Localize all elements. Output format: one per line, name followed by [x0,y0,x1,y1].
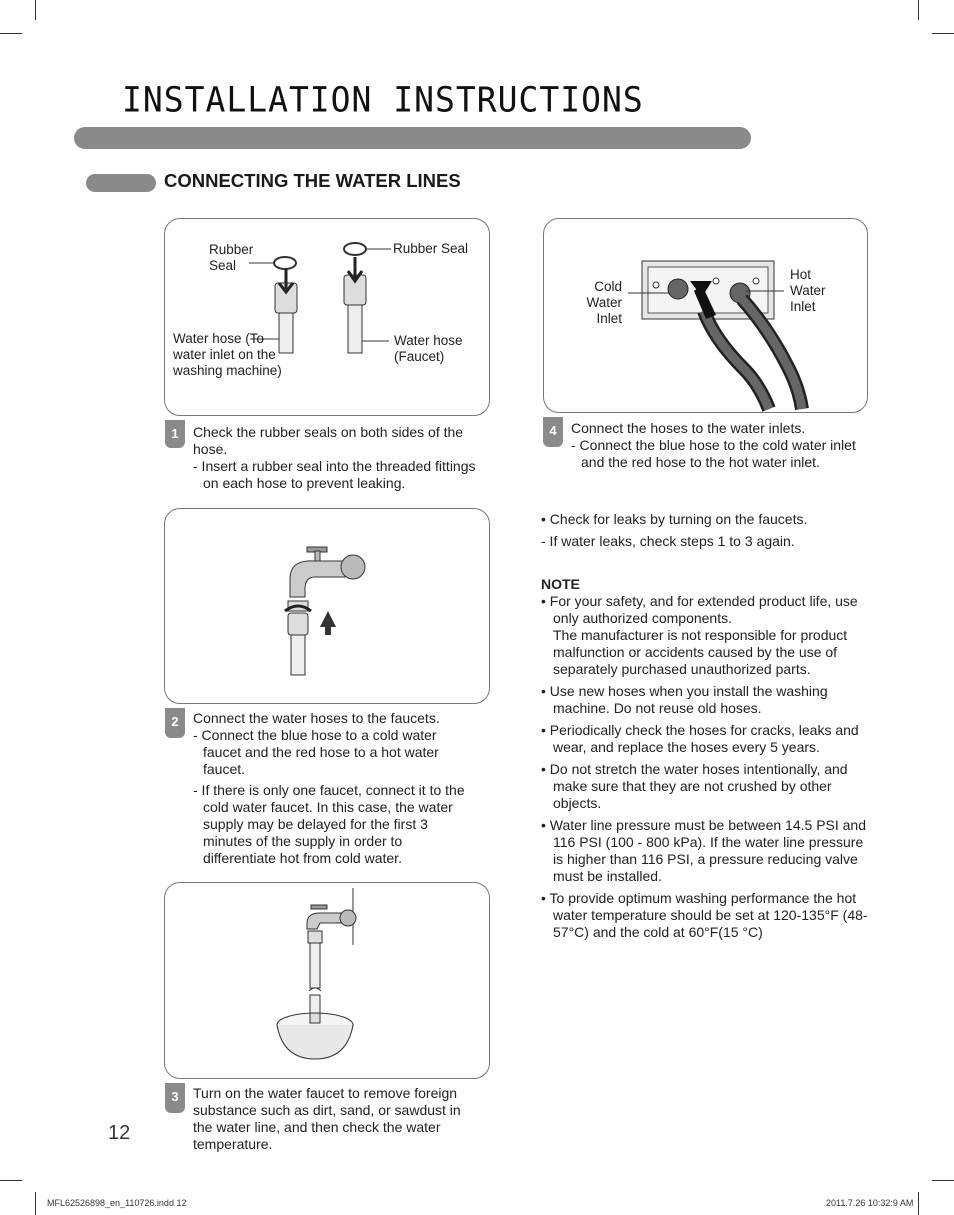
step1-text [193,424,493,492]
step2-number: 2 [165,708,185,738]
crop-mark [932,1180,954,1181]
crop-mark [932,33,954,34]
step2-text [193,710,468,867]
step4-number: 4 [543,417,563,447]
leak-check [541,511,871,550]
water-hose-label-right: Water hose (Faucet) [394,333,463,364]
step3-text: Turn on the water faucet to remove foreign substance such as dirt, sand, or sawdust in the water line, and then check the water temperature. [193,1085,461,1152]
footer-right: 2011.7.26 10:32:9 AM [826,1198,914,1208]
step1-illustration [164,218,490,416]
step4-illustration [543,218,868,413]
step1-sub: - Insert a rubber seal into the threaded fittings on each hose to prevent leaking. [193,458,476,491]
crop-mark [918,1192,919,1215]
faucet-drawing [165,509,489,703]
page-title: INSTALLATION INSTRUCTIONS [122,79,644,120]
note-item: • Periodically check the hoses for cracks, leaks and wear, and replace the hoses every 5 years. [541,722,859,755]
rubber-seal-label-right: Rubber Seal [393,241,469,256]
step1-number: 1 [165,420,185,448]
crop-mark [35,1192,36,1215]
note-item: • To provide optimum washing performance the hot water temperature should be set at 120-135°F (48-57°C) and the cold at 60°F(15 °C) [541,890,868,940]
step2-main: Connect the water hoses to the faucets. [193,710,440,726]
crop-mark [0,33,22,34]
footer-left: MFL62526898_en_110726.indd 12 [47,1198,187,1208]
crop-mark [35,0,36,20]
note-heading: NOTE [541,576,580,592]
rubber-seal-label-left: Rubber Seal [209,242,254,273]
note-item: • For your safety, and for extended product life, use only authorized components. [541,593,858,626]
cold-water-inlet-label: Cold Water Inlet [586,279,622,326]
step3-illustration [164,882,490,1079]
page-number: 12 [108,1122,131,1144]
step2-sub2: - If there is only one faucet, connect it to the cold water faucet. In this case, the water supply may be delayed for the first 3 minutes of the supply in order to differentiate hot from cold water. [193,782,465,866]
hot-water-inlet-label: Hot Water Inlet [790,267,826,314]
crop-mark [0,1180,22,1181]
water-hose-label-left: Water hose (To water inlet on the washing machine) [173,331,282,378]
note-item: • Water line pressure must be between 14.5 PSI and 116 PSI (100 - 800 kPa). If the water line pressure is higher than 116 PSI, a pressure reducing valve must be installed. [541,817,867,884]
leak-check-dash: - If water leaks, check steps 1 to 3 again. [541,533,795,549]
note-item: • Do not stretch the water hoses intentionally, and make sure that they are not crushed by other objects. [541,761,848,811]
title-bar [74,127,751,149]
step3-number: 3 [165,1083,185,1113]
section-pill [86,174,156,192]
section-title: CONNECTING THE WATER LINES [164,170,461,191]
faucet-bucket-drawing [165,883,489,1078]
step4-sub: - Connect the blue hose to the cold water inlet and the red hose to the hot water inlet. [571,437,856,470]
step2-illustration [164,508,490,704]
note-block [541,576,871,946]
leak-check-bullet: • Check for leaks by turning on the faucets. [541,511,808,527]
step4-text [571,420,871,471]
crop-mark [918,0,919,20]
note-item: • Use new hoses when you install the washing machine. Do not reuse old hoses. [541,683,828,716]
step2-sub1: - Connect the blue hose to a cold water faucet and the red hose to a hot water faucet. [193,727,439,777]
step1-main: Check the rubber seals on both sides of the hose. [193,424,464,457]
step4-main: Connect the hoses to the water inlets. [571,420,806,436]
note-item: The manufacturer is not responsible for product malfunction or accidents caused by the use of separately purchased unauthorized parts. [553,627,848,677]
